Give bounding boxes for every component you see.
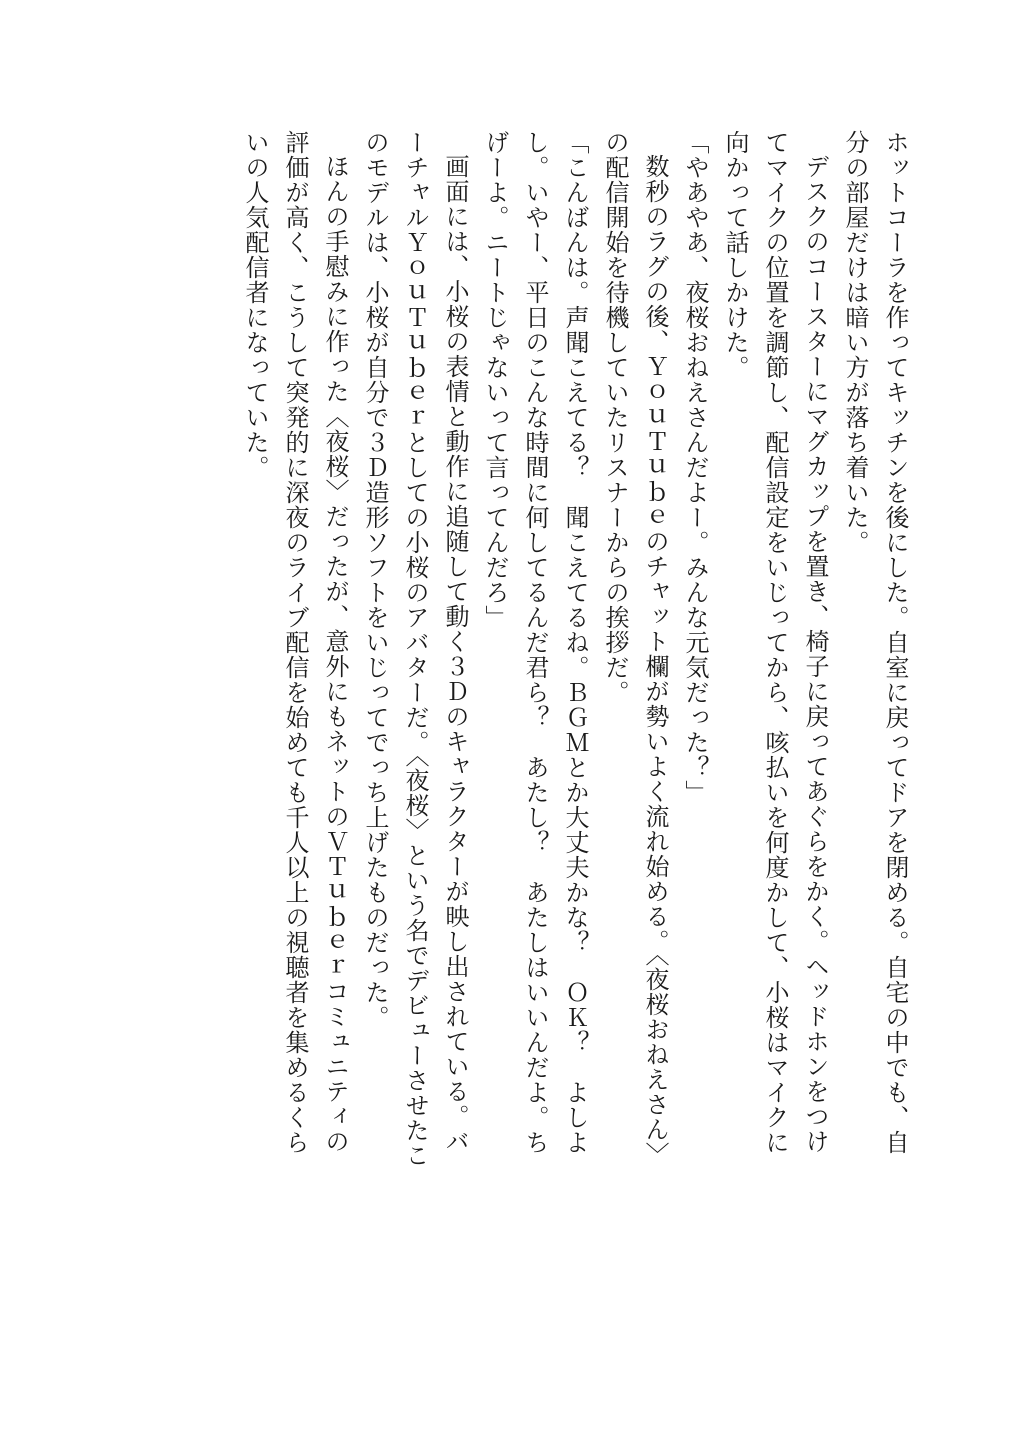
paragraph-4: 数秒のラグの後、ＹｏｕＴｕｂｅのチャット欄が勢いよく流れ始める。〈夜桜おねえさん〉の配信開始を待機していたリスナーからの挨拶だ。	[601, 130, 669, 1167]
paragraph-7: ほんの手慰みに作った〈夜桜〉だったが、意外にもネットのＶＴｕｂｅｒコミュニティの評価が高く、こうして突発的に深夜のライブ配信を始めても千人以上の視聴者を集めるくらいの人気配信者になっていた。	[241, 130, 349, 1155]
vertical-text-body	[115, 130, 915, 1170]
paragraph-3: 「やあやあ、夜桜おねえさんだよー。みんな元気だった？」	[681, 130, 709, 805]
paragraph-2: デスクのコースターにマグカップを置き、椅子に戻ってあぐらをかく。ヘッドホンをつけてマイクの位置を調節し、配信設定をいじってから、咳払いを何度かして、小桜はマイクに向かって話しかけた。	[721, 130, 829, 1155]
paragraph-6: 画面には、小桜の表情と動作に追随して動く３Ｄのキャラクターが映し出されている。バーチャルＹｏｕＴｕｂｅｒとしての小桜のアバターだ。〈夜桜〉という名でデビューさせたこのモデルは、小桜が自分で３Ｄ造形ソフトをいじってでっち上げたものだった。	[361, 130, 469, 1168]
paragraph-1: ホットコーラを作ってキッチンを後にした。自室に戻ってドアを閉める。自宅の中でも、自分の部屋だけは暗い方が落ち着いた。	[841, 130, 909, 1155]
paragraph-5: 「こんばんは。声聞こえてる？ 聞こえてるね。ＢＧＭとか大丈夫かな？ ＯＫ？ よしよし。いやー、平日のこんな時間に何してるんだ君ら？ あたし？ あたしはいいんだよ。ちげーよ。ニートじゃないって言ってんだろ」	[481, 130, 589, 1155]
